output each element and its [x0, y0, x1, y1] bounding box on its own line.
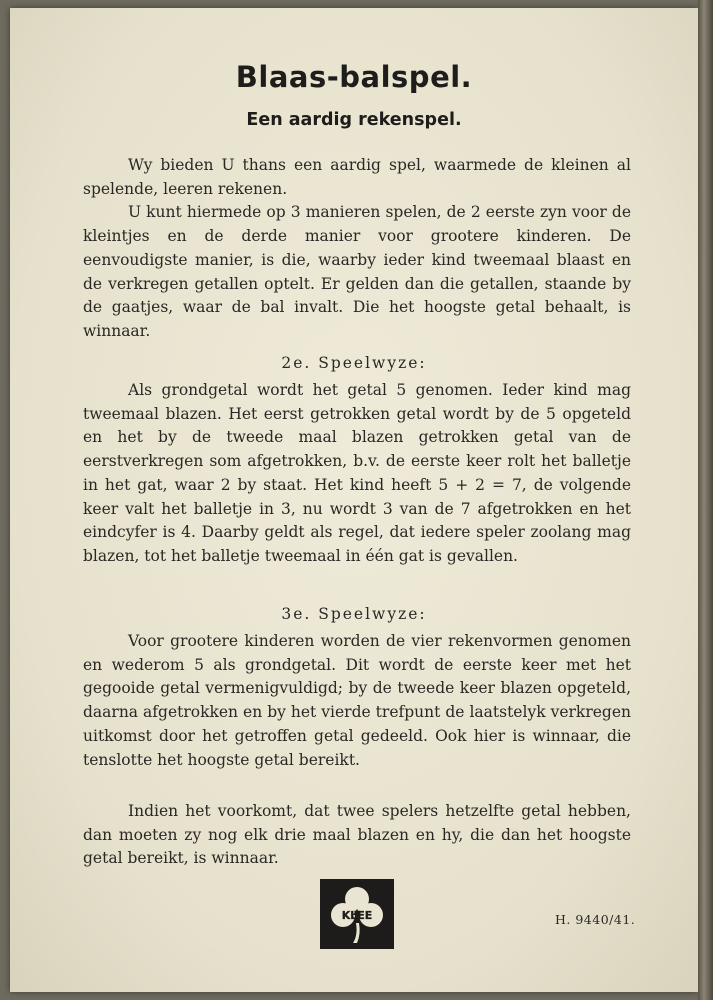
klee-clover-logo	[320, 879, 394, 949]
picture-frame-edge	[698, 0, 713, 1000]
logo-text: KLEE	[341, 909, 373, 922]
section-2-heading: 2e. Speelwyze:	[281, 354, 427, 372]
closing-section	[83, 800, 631, 871]
document-subtitle: Een aardig rekenspel.	[246, 110, 462, 130]
section-3-heading: 3e. Speelwyze:	[281, 605, 427, 623]
catalog-number: H. 9440/41.	[555, 912, 636, 927]
section-3-paragraph: Voor grootere kinderen worden de vier rekenvormen genomen en wederom 5 als grondgetal. Dit wordt de eerste keer met het gegooide getal vermenigvuldigd; by de tweede keer blazen opgeteld, daarna afgetrokken en by het vierde trefpunt de laatstelyk verkregen uitkomst door het getroffen getal gedeeld. Ook hier is winnaar, die tenslotte het hoogste getal bereikt.	[83, 632, 631, 769]
intro-paragraph-2: U kunt hiermede op 3 manieren spelen, de 2 eerste zyn voor de kleintjes en de derde manier voor grootere kinderen. De eenvoudigste manier, is die, waarby ieder kind tweemaal blaast en de verkregen getallen optelt. Er gelden dan die getallen, staande by de gaatjes, waar de bal invalt. Die het hoogste getal behaalt, is winnaar.	[83, 203, 631, 340]
section-2	[83, 379, 631, 569]
document-title: Blaas-balspel.	[235, 60, 473, 94]
document-page	[10, 8, 698, 992]
intro-paragraph-1: Wy bieden U thans een aardig spel, waarmede de kleinen al spelende, leeren rekenen.	[83, 156, 631, 198]
section-3	[83, 630, 631, 772]
section-2-paragraph: Als grondgetal wordt het getal 5 genomen. Ieder kind mag tweemaal blazen. Het eerst getrokken getal wordt by de 5 opgeteld en het by de tweede maal blazen getrokken getal van de eerstverkregen som afgetrokken, b.v. de eerste keer rolt het balletje in het gat, waar 2 by staat. Het kind heeft 5 + 2 = 7, de volgende keer valt het balletje in 3, nu wordt 3 van de 7 afgetrokken en het eindcyfer is 4. Daarby geldt als regel, dat iedere speler zoolang mag blazen, tot het balletje tweemaal in één gat is gevallen.	[83, 381, 631, 565]
intro-section	[83, 154, 631, 344]
clover-icon	[320, 879, 394, 949]
closing-paragraph: Indien het voorkomt, dat twee spelers hetzelfte getal hebben, dan moeten zy nog elk drie maal blazen en hy, die dan het hoogste getal bereikt, is winnaar.	[83, 802, 631, 868]
